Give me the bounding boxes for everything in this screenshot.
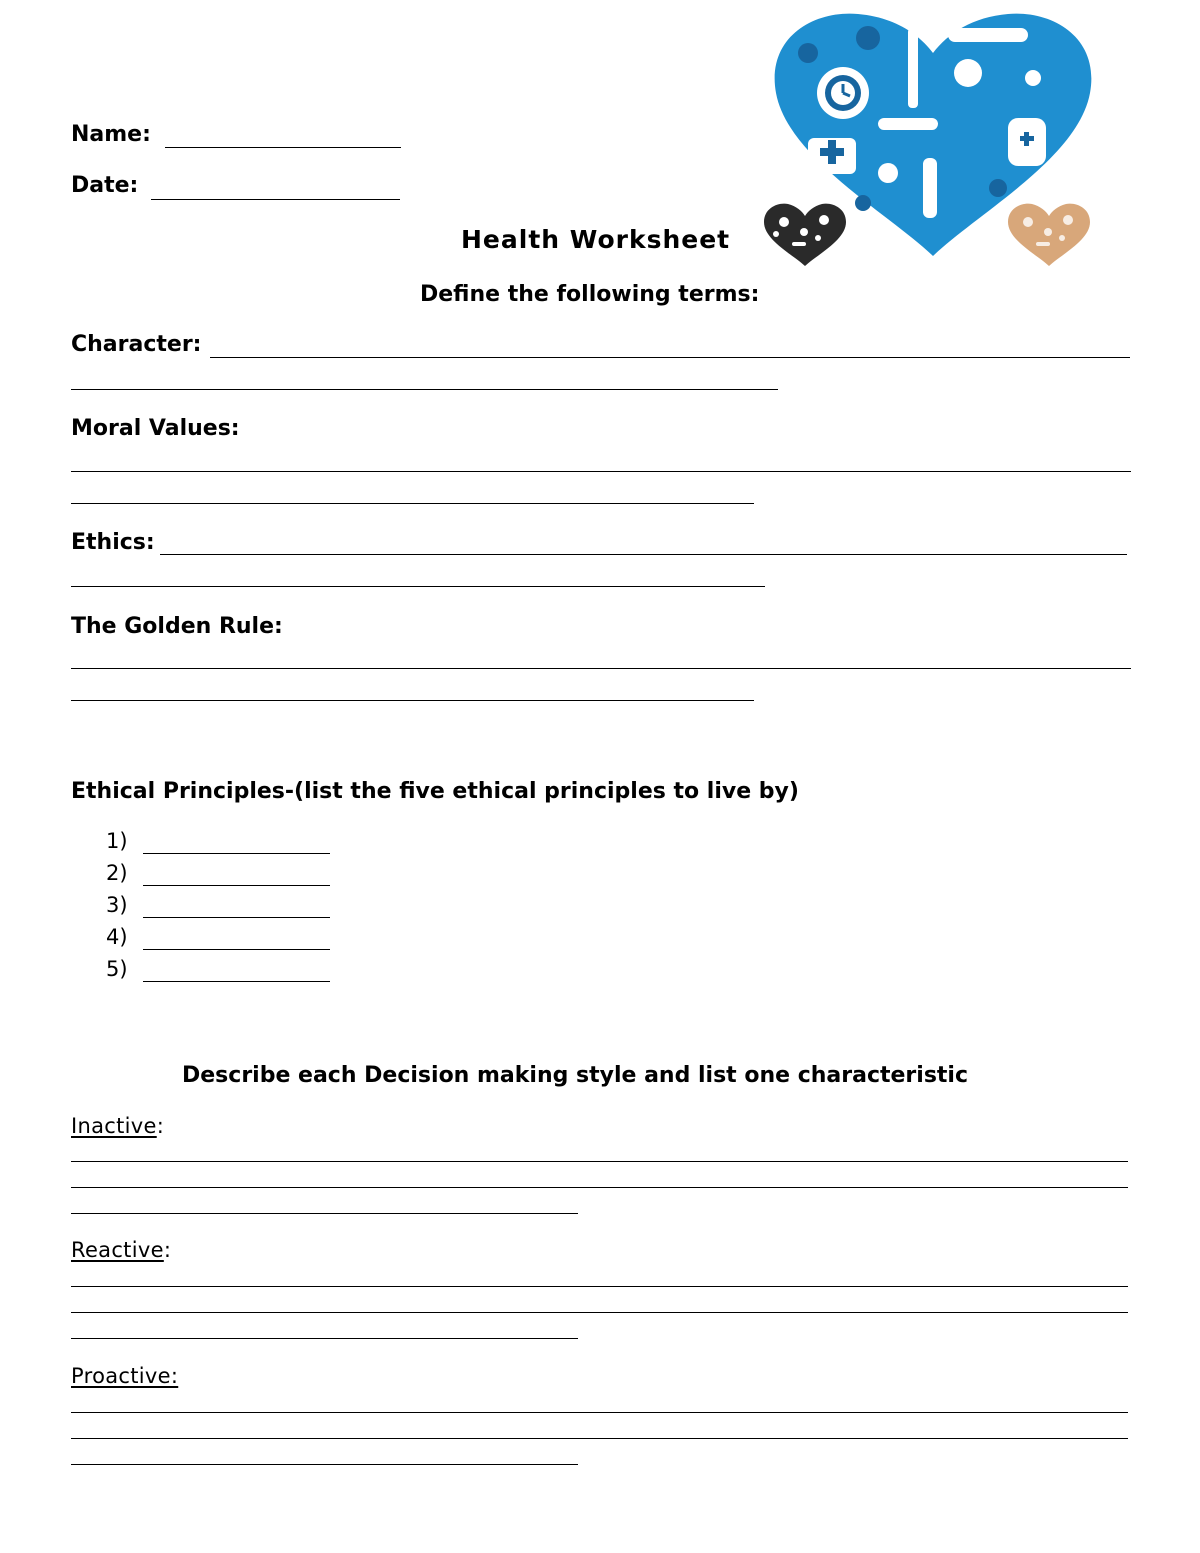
- inactive-answer-line-1[interactable]: [71, 1161, 1128, 1162]
- principle-number-1: 1): [106, 829, 128, 853]
- principle-number-2: 2): [106, 861, 128, 885]
- principles-heading: Ethical Principles-(list the five ethical principles to live by): [71, 779, 799, 804]
- name-label: Name:: [71, 122, 151, 147]
- moral-values-answer-line-1[interactable]: [71, 471, 1131, 472]
- principle-answer-line-2[interactable]: [143, 885, 330, 886]
- decision-heading: Describe each Decision making style and list one characteristic: [182, 1063, 969, 1088]
- proactive-answer-line-2[interactable]: [71, 1438, 1128, 1439]
- name-field-line[interactable]: [165, 147, 401, 148]
- principle-answer-line-1[interactable]: [143, 853, 330, 854]
- page-title: Health Worksheet: [461, 225, 731, 254]
- ethics-answer-line-1[interactable]: [160, 554, 1127, 555]
- date-label: Date:: [71, 173, 139, 198]
- define-heading: Define the following terms:: [420, 282, 760, 307]
- proactive-answer-line-3[interactable]: [71, 1464, 578, 1465]
- principle-number-4: 4): [106, 925, 128, 949]
- character-answer-line-2[interactable]: [71, 389, 778, 390]
- term-moral-values-label: Moral Values:: [71, 416, 240, 441]
- reactive-answer-line-3[interactable]: [71, 1338, 578, 1339]
- inactive-answer-line-2[interactable]: [71, 1187, 1128, 1188]
- reactive-answer-line-1[interactable]: [71, 1286, 1128, 1287]
- date-field-line[interactable]: [151, 199, 400, 200]
- principle-answer-line-5[interactable]: [143, 981, 330, 982]
- style-reactive-label: Reactive:: [71, 1238, 172, 1262]
- golden-rule-answer-line-2[interactable]: [71, 700, 754, 701]
- ethics-answer-line-2[interactable]: [71, 586, 765, 587]
- style-proactive-label: Proactive:: [71, 1364, 179, 1388]
- principle-number-3: 3): [106, 893, 128, 917]
- small-tan-heart-icon: [1006, 202, 1092, 268]
- moral-values-answer-line-2[interactable]: [71, 503, 754, 504]
- principle-answer-line-4[interactable]: [143, 949, 330, 950]
- principle-number-5: 5): [106, 957, 128, 981]
- term-ethics-label: Ethics:: [71, 530, 155, 555]
- golden-rule-answer-line-1[interactable]: [71, 668, 1131, 669]
- reactive-answer-line-2[interactable]: [71, 1312, 1128, 1313]
- proactive-answer-line-1[interactable]: [71, 1412, 1128, 1413]
- principle-answer-line-3[interactable]: [143, 917, 330, 918]
- term-character-label: Character:: [71, 332, 202, 357]
- character-answer-line-1[interactable]: [210, 357, 1130, 358]
- term-golden-rule-label: The Golden Rule:: [71, 614, 283, 639]
- small-dark-heart-icon: [762, 202, 848, 268]
- style-inactive-label: Inactive:: [71, 1114, 165, 1138]
- inactive-answer-line-3[interactable]: [71, 1213, 578, 1214]
